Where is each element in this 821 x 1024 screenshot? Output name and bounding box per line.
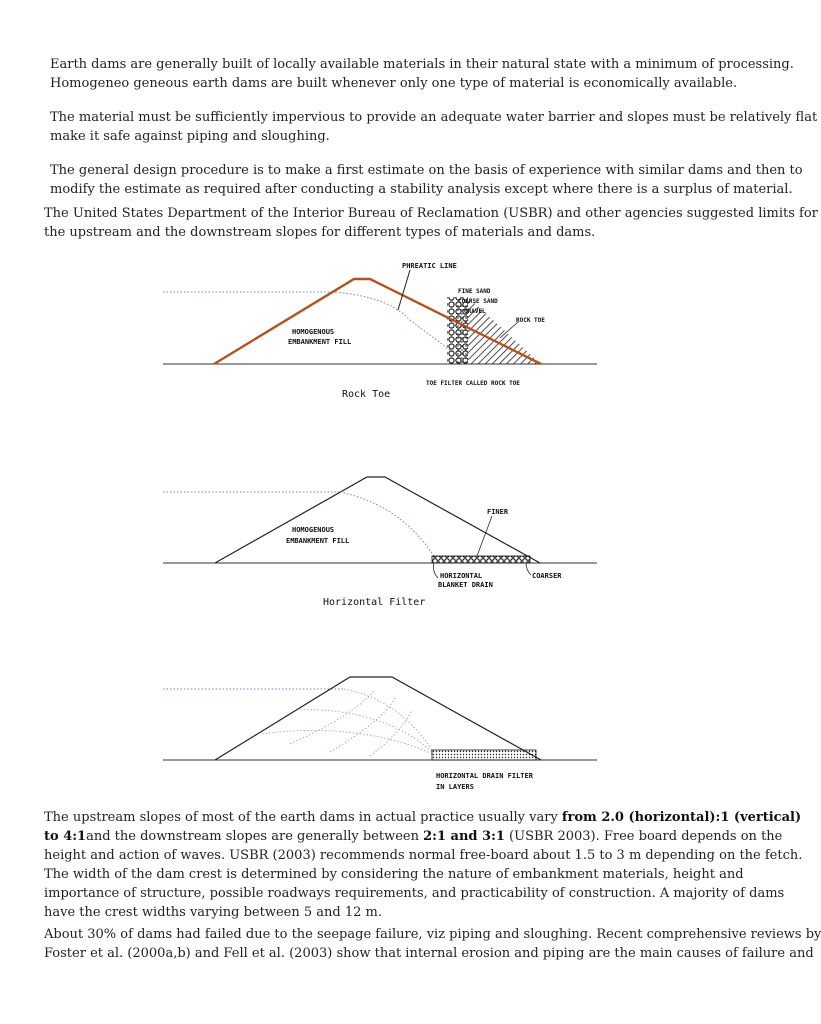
text-line: Earth dams are generally built of locally available materials in their natural state with a minimum of processing.	[50, 57, 794, 72]
text-line: make it safe against piping and sloughing.	[50, 129, 330, 144]
label-drain-line2: IN LAYERS	[436, 783, 474, 791]
phreatic-line	[336, 292, 452, 352]
figure-horizontal-filter	[0, 470, 768, 610]
text-line: importance of structure, possible roadways requirements, and practicability of construction. A majority of dams	[44, 886, 785, 901]
seepage-flow-net	[262, 689, 432, 756]
label-fill-line2: EMBANKMENT FILL	[286, 537, 350, 545]
paragraph-earth-dams-intro	[50, 55, 794, 93]
label-rock-toe: ROCK TOE	[516, 317, 545, 324]
text-line: The width of the dam crest is determined by considering the nature of embankment materials, height and	[44, 867, 744, 882]
finer-leader	[477, 516, 492, 556]
dam-outline	[215, 677, 541, 760]
label-coarse-sand: COARSE SAND	[458, 298, 498, 305]
text-line: About 30% of dams had failed due to the seepage failure, viz piping and sloughing. Recent comprehensive reviews by	[44, 927, 821, 942]
layered-drain-filter	[432, 750, 536, 760]
figure-layered-drain	[0, 670, 768, 795]
label-drain-line1: HORIZONTAL DRAIN FILTER	[436, 772, 533, 780]
text-line: have the crest widths varying between 5 and 12 m.	[44, 905, 382, 920]
drain-leader	[434, 563, 439, 578]
label-finer: FINER	[487, 508, 509, 516]
text-line: The United States Department of the Interior Bureau of Reclamation (USBR) and other agencies suggested limits for	[44, 206, 818, 221]
text-line	[44, 827, 783, 846]
text-line: The general design procedure is to make a first estimate on the basis of experience with similar dams and then to	[50, 163, 803, 178]
label-toe-filter: TOE FILTER CALLED ROCK TOE	[426, 380, 520, 387]
dam-outline	[215, 477, 540, 563]
bold-slope-range-end: to 4:1	[44, 829, 87, 844]
bold-downstream-range: 2:1 and 3:1	[423, 829, 505, 844]
paragraph-seepage-failure	[44, 925, 821, 963]
paragraph-usbr-limits	[44, 204, 818, 242]
label-drain-line1: HORIZONTAL	[440, 572, 483, 580]
coarser-leader	[526, 563, 531, 575]
label-drain-line2: BLANKET DRAIN	[438, 581, 493, 589]
phreatic-line	[340, 492, 434, 556]
label-fine-sand: FINE SAND	[458, 288, 491, 295]
phreatic-leader	[398, 270, 410, 310]
label-fill-line1: HOMOGENOUS	[292, 328, 335, 336]
caption-horizontal-filter: Horizontal Filter	[323, 597, 426, 608]
blanket-drain	[432, 556, 530, 563]
label-gravel: GRAVEL	[464, 308, 486, 315]
text-run: The upstream slopes of most of the earth dams in actual practice usually vary	[44, 810, 562, 825]
caption-rock-toe: Rock Toe	[342, 389, 391, 400]
text-line	[44, 808, 802, 827]
text-run: and the downstream slopes are generally between	[86, 829, 424, 844]
text-line: Homogeneo geneous earth dams are built whenever only one type of material is economically available.	[50, 76, 738, 91]
text-line: Foster et al. (2000a,b) and Fell et al. (2003) show that internal erosion and piping are the main causes of failure and	[44, 946, 814, 961]
label-fill-line1: HOMOGENOUS	[292, 526, 335, 534]
paragraph-design-procedure	[50, 161, 803, 199]
text-line: The material must be sufficiently impervious to provide an adequate water barrier and slopes must be relatively flat	[50, 110, 818, 125]
text-run: (USBR 2003). Free board depends on the	[504, 829, 783, 844]
text-line: modify the estimate as required after conducting a stability analysis except where there is a surplus of material.	[50, 182, 793, 197]
text-line: the upstream and the downstream slopes for different types of materials and dams.	[44, 225, 596, 240]
figure-rock-toe	[0, 250, 768, 410]
bold-slope-range: from 2.0 (horizontal):1 (vertical)	[561, 810, 802, 825]
label-fill-line2: EMBANKMENT FILL	[288, 338, 352, 346]
paragraph-slopes-freeboard	[44, 808, 803, 922]
paragraph-material-impervious	[50, 108, 818, 146]
label-phreatic-line: PHREATIC LINE	[402, 262, 457, 270]
label-coarser: COARSER	[532, 572, 562, 580]
text-line: height and action of waves. USBR (2003) recommends normal free-board about 1.5 to 3 m depending on the fetch.	[44, 848, 803, 863]
